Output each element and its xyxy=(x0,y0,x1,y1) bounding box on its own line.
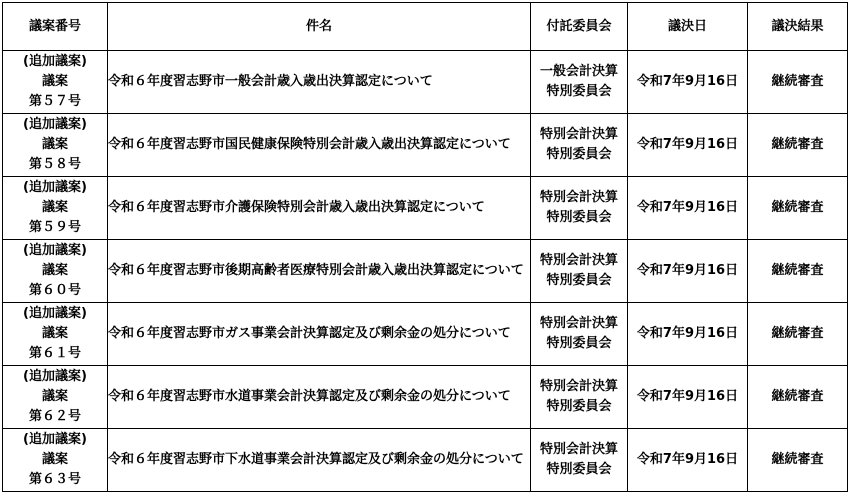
committee-cell xyxy=(531,114,628,177)
bill-number-cell xyxy=(3,177,108,240)
committee-line: 特別委員会 xyxy=(546,210,612,225)
resolution-result-cell: 継続審査 xyxy=(748,303,848,366)
bill-number-line: (追加議案) xyxy=(23,306,87,321)
committee-line: 特別会計決算 xyxy=(539,190,618,205)
committee-line: 特別委員会 xyxy=(546,273,612,288)
bill-title-cell: 令和６年度習志野市後期高齢者医療特別会計歳入歳出決算認定について xyxy=(108,240,531,303)
resolution-result-cell: 継続審査 xyxy=(748,429,848,492)
resolution-result-cell: 継続審査 xyxy=(748,177,848,240)
committee-line: 特別委員会 xyxy=(546,84,612,99)
bill-number-line: 議案 xyxy=(41,137,68,152)
bill-number-line: 議案 xyxy=(41,452,68,467)
bill-number-line: 議案 xyxy=(41,389,68,404)
resolution-date-cell: 令和7年9月16日 xyxy=(628,303,748,366)
resolution-date-cell: 令和7年9月16日 xyxy=(628,177,748,240)
header-bill-number: 議案番号 xyxy=(3,3,108,51)
table-row xyxy=(3,177,848,240)
resolution-date-cell: 令和7年9月16日 xyxy=(628,429,748,492)
bill-number-line: 議案 xyxy=(41,263,68,278)
bill-title-cell: 令和６年度習志野市ガス事業会計決算認定及び剰余金の処分について xyxy=(108,303,531,366)
header-resolution-result: 議決結果 xyxy=(748,3,848,51)
bill-number-line: 第５８号 xyxy=(28,157,81,172)
resolution-date-cell: 令和7年9月16日 xyxy=(628,366,748,429)
bill-number-cell xyxy=(3,303,108,366)
header-resolution-date: 議決日 xyxy=(628,3,748,51)
bill-title-cell: 令和６年度習志野市一般会計歳入歳出決算認定について xyxy=(108,51,531,114)
bill-number-line: (追加議案) xyxy=(23,180,87,195)
bill-title-cell: 令和６年度習志野市介護保険特別会計歳入歳出決算認定について xyxy=(108,177,531,240)
resolution-date-cell: 令和7年9月16日 xyxy=(628,51,748,114)
table-body xyxy=(3,51,848,492)
table-header xyxy=(3,3,848,51)
header-title: 件名 xyxy=(108,3,531,51)
committee-cell xyxy=(531,177,628,240)
bill-number-cell xyxy=(3,51,108,114)
table-row xyxy=(3,114,848,177)
committee-line: 特別委員会 xyxy=(546,399,612,414)
committee-line: 一般会計決算 xyxy=(539,64,618,79)
bill-number-cell xyxy=(3,240,108,303)
bill-title-cell: 令和６年度習志野市国民健康保険特別会計歳入歳出決算認定について xyxy=(108,114,531,177)
header-committee: 付託委員会 xyxy=(531,3,628,51)
committee-line: 特別会計決算 xyxy=(539,127,618,142)
bill-number-line: (追加議案) xyxy=(23,432,87,447)
table-row xyxy=(3,429,848,492)
table-row xyxy=(3,51,848,114)
committee-line: 特別委員会 xyxy=(546,462,612,477)
bill-number-line: 第６３号 xyxy=(28,472,81,487)
resolution-result-cell: 継続審査 xyxy=(748,366,848,429)
committee-cell xyxy=(531,429,628,492)
committee-cell xyxy=(531,51,628,114)
committee-cell xyxy=(531,303,628,366)
bill-number-line: 第６０号 xyxy=(28,283,81,298)
resolution-result-cell: 継続審査 xyxy=(748,114,848,177)
bill-title-cell: 令和６年度習志野市下水道事業会計決算認定及び剰余金の処分について xyxy=(108,429,531,492)
committee-line: 特別会計決算 xyxy=(539,316,618,331)
committee-line: 特別会計決算 xyxy=(539,442,618,457)
resolution-date-cell: 令和7年9月16日 xyxy=(628,114,748,177)
bill-number-line: (追加議案) xyxy=(23,54,87,69)
bill-number-line: (追加議案) xyxy=(23,369,87,384)
bill-number-line: 第６１号 xyxy=(28,346,81,361)
resolution-date-cell: 令和7年9月16日 xyxy=(628,240,748,303)
bill-title-cell: 令和６年度習志野市水道事業会計決算認定及び剰余金の処分について xyxy=(108,366,531,429)
bill-number-line: 第５９号 xyxy=(28,220,81,235)
bill-number-line: (追加議案) xyxy=(23,117,87,132)
committee-line: 特別会計決算 xyxy=(539,379,618,394)
bill-number-line: (追加議案) xyxy=(23,243,87,258)
committee-line: 特別委員会 xyxy=(546,147,612,162)
bill-number-line: 第６２号 xyxy=(28,409,81,424)
committee-cell xyxy=(531,366,628,429)
bill-number-cell xyxy=(3,429,108,492)
bill-number-cell xyxy=(3,366,108,429)
bill-number-line: 議案 xyxy=(41,326,68,341)
bill-number-cell xyxy=(3,114,108,177)
table-row xyxy=(3,366,848,429)
bill-number-line: 議案 xyxy=(41,74,68,89)
bill-number-line: 第５７号 xyxy=(28,94,81,109)
header-row xyxy=(3,3,848,51)
committee-line: 特別委員会 xyxy=(546,336,612,351)
table-row xyxy=(3,240,848,303)
committee-cell xyxy=(531,240,628,303)
bill-results-table xyxy=(2,2,848,492)
table-row xyxy=(3,303,848,366)
bill-number-line: 議案 xyxy=(41,200,68,215)
committee-line: 特別会計決算 xyxy=(539,253,618,268)
resolution-result-cell: 継続審査 xyxy=(748,240,848,303)
resolution-result-cell: 継続審査 xyxy=(748,51,848,114)
